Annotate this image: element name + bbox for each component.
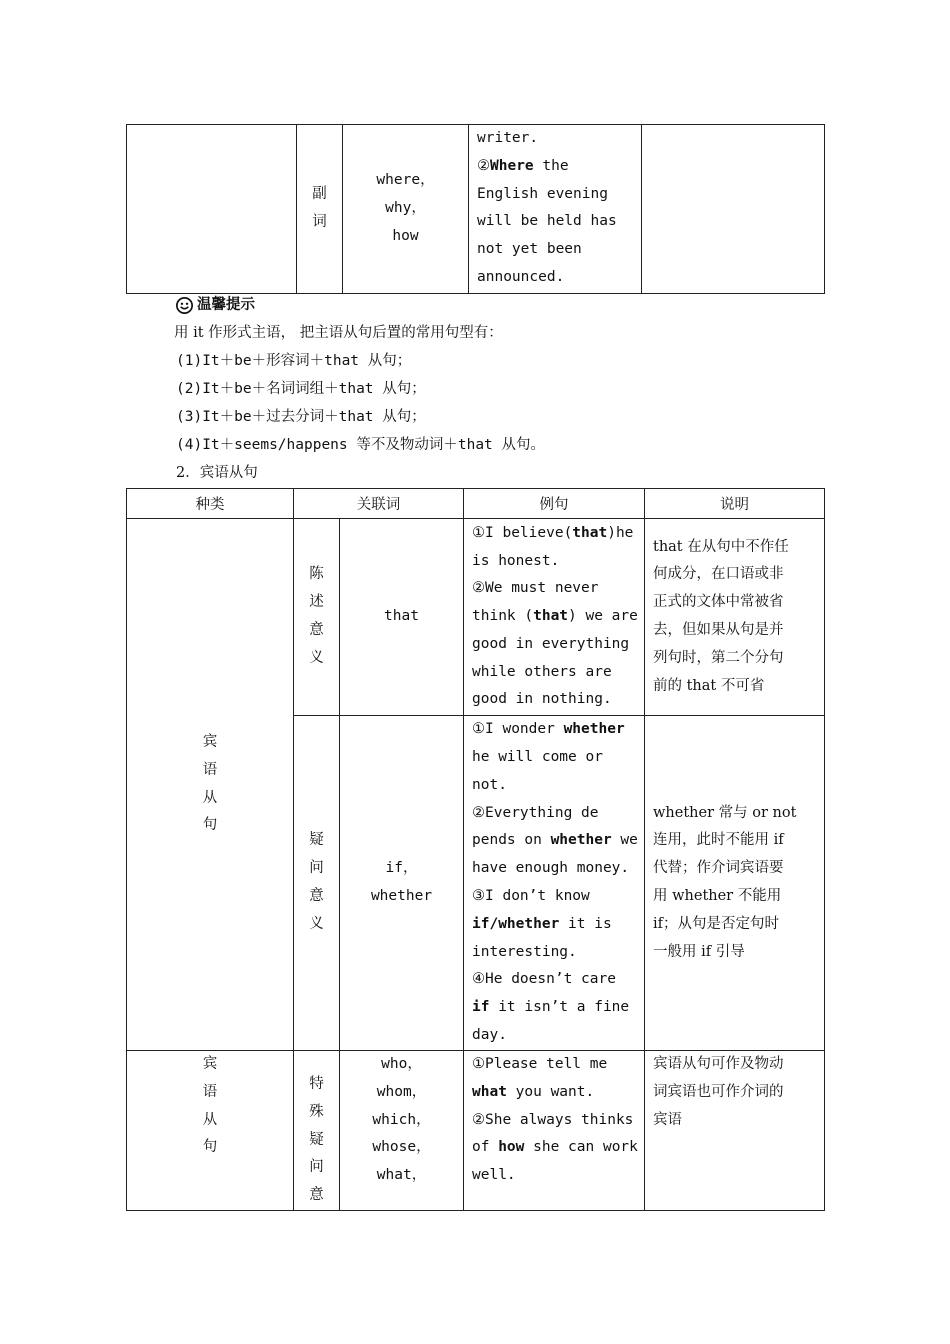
example-line [472, 966, 636, 994]
example-line [472, 1051, 636, 1079]
example-text: ①I wonder [472, 721, 564, 738]
table-row [127, 125, 825, 294]
example-line [472, 994, 636, 1022]
connective-word: how [392, 227, 419, 244]
example-cell [469, 125, 642, 294]
example-line [477, 181, 633, 209]
table-object-clause [126, 488, 825, 1211]
category-char: 疑 [309, 1131, 324, 1148]
kind-char: 句 [202, 817, 218, 834]
example-text: ①I believe( [472, 524, 573, 541]
example-text: announced. [477, 268, 565, 285]
note-cell [642, 125, 825, 294]
table-subject-clause-continued [126, 124, 825, 294]
table-row [127, 519, 825, 716]
note-line: 宾语从句可作及物动 [653, 1056, 784, 1072]
example-line [472, 827, 636, 855]
example-text: ②She always thinks [472, 1111, 634, 1128]
example-cell [464, 716, 645, 1051]
note-line: 列句时，第二个分句 [653, 649, 784, 666]
example-line [472, 800, 636, 828]
example-text: ②We must never [472, 580, 599, 597]
tip-line: 用 it 作形式主语， 把主语从句后置的常用句型有： [174, 325, 503, 341]
example-text: well. [472, 1167, 516, 1184]
example-line [477, 125, 633, 153]
keyword: whether [550, 832, 612, 849]
connective-word: whose， [372, 1139, 431, 1156]
table-header-row [127, 489, 825, 519]
note-line: 词宾语也可作介词的 [653, 1083, 784, 1100]
example-text: she can work [524, 1139, 638, 1156]
note-line: 去，但如果从句是并 [653, 622, 784, 638]
header-note: 说明 [645, 489, 825, 519]
category-char: 意 [309, 1187, 324, 1204]
connective-word: whom， [376, 1083, 427, 1100]
example-line [472, 1107, 636, 1135]
example-line [472, 575, 636, 603]
connective-word: why， [385, 200, 426, 217]
keyword: how [498, 1139, 525, 1156]
example-text: you want. [506, 1083, 595, 1100]
example-line [477, 264, 633, 292]
category-char: 义 [309, 649, 324, 666]
example-line [472, 883, 636, 911]
example-text: ② [477, 157, 490, 174]
example-line [472, 548, 636, 576]
note-cell [645, 1051, 825, 1211]
example-text: pends on [472, 832, 551, 849]
connective-cell [340, 716, 464, 1051]
example-text: while others are [472, 663, 612, 680]
category-char: 词 [312, 214, 327, 230]
category-char: 副 [312, 186, 327, 203]
kind-char: 从 [202, 789, 218, 806]
connective-word: whether [370, 888, 433, 904]
example-line [472, 659, 636, 687]
keyword: Where [490, 157, 534, 174]
header-kind: 种类 [127, 489, 294, 519]
example-text: think ( [472, 608, 534, 625]
kind-cell [127, 519, 294, 1051]
example-line [472, 1134, 636, 1162]
table-row [127, 1051, 825, 1211]
example-line [472, 855, 636, 883]
category-char: 意 [309, 888, 324, 904]
note-line: 一般用 if 引导 [653, 943, 745, 960]
header-example: 例句 [464, 489, 645, 519]
kind-cell [127, 125, 297, 294]
note-line: that 在从句中不作任 [653, 538, 789, 555]
example-text: not yet been [477, 241, 582, 258]
example-line [472, 603, 636, 631]
example-text: English evening [477, 185, 608, 202]
keyword: if [472, 999, 490, 1016]
note-cell [645, 519, 825, 716]
tip-line: (4)It＋seems/happens 等不及物动词＋that 从句。 [176, 437, 546, 453]
connective-cell [340, 519, 464, 716]
example-line [472, 744, 636, 772]
connective-word: where， [376, 172, 435, 189]
example-line [477, 208, 633, 236]
connective-cell [343, 125, 469, 294]
category-char: 问 [309, 1159, 324, 1176]
example-text: ③I don’t know [472, 888, 590, 904]
example-line [472, 911, 636, 939]
example-text: have enough money. [472, 860, 630, 877]
connective-cell [340, 1051, 464, 1211]
example-text: it isn’t a fine [489, 999, 630, 1016]
example-text: the [533, 157, 569, 174]
category-char: 问 [309, 860, 324, 877]
example-text: it is [559, 915, 612, 932]
category-cell [294, 716, 340, 1051]
tip-line: (3)It＋be＋过去分词＋that 从句； [176, 409, 426, 425]
tip-line: (2)It＋be＋名词词组＋that 从句； [176, 381, 426, 397]
category-char: 陈 [309, 566, 324, 583]
example-line [472, 631, 636, 659]
connective-word: if， [385, 860, 418, 877]
example-line [477, 153, 633, 181]
tip-title-text: 温馨提示 [197, 297, 255, 313]
example-line [472, 686, 636, 714]
connective-word: what， [376, 1167, 427, 1184]
example-text: will be held has [477, 213, 617, 230]
example-text: )he [607, 524, 634, 541]
tip-line: (1)It＋be＋形容词＋that 从句； [176, 353, 412, 369]
kind-char: 句 [202, 1139, 218, 1156]
note-line: 用 whether 不能用 [653, 888, 782, 904]
kind-char: 语 [202, 1083, 218, 1100]
note-cell [645, 716, 825, 1051]
section-heading: 2．宾语从句 [176, 465, 258, 481]
example-text: we [611, 832, 638, 849]
connective-word: which， [372, 1111, 431, 1128]
example-text: good in everything [472, 635, 630, 652]
keyword: that [533, 608, 569, 625]
keyword: whether [563, 721, 625, 738]
tip-title [176, 291, 545, 319]
note-line: 代替；作介词宾语要 [653, 860, 784, 877]
category-char: 特 [309, 1076, 324, 1092]
note-line: whether 常与 or not [653, 804, 797, 821]
note-line: 宾语 [653, 1111, 682, 1128]
example-line [472, 716, 636, 744]
category-cell [294, 1051, 340, 1211]
example-line [472, 939, 636, 967]
category-char: 义 [309, 915, 324, 932]
example-line [472, 1079, 636, 1107]
example-text: ④He doesn’t care [472, 971, 616, 988]
category-cell [294, 519, 340, 716]
kind-char: 宾 [202, 1056, 218, 1072]
category-char: 意 [309, 622, 324, 638]
note-line: 正式的文体中常被省 [653, 594, 784, 611]
tip-block [176, 291, 545, 487]
category-cell [297, 125, 343, 294]
example-text: interesting. [472, 943, 577, 960]
category-char: 殊 [309, 1103, 324, 1120]
example-text: day. [472, 1026, 507, 1043]
connective-word: who， [381, 1056, 422, 1072]
kind-cell [127, 1051, 294, 1211]
example-line [477, 236, 633, 264]
example-text: of [472, 1139, 499, 1156]
header-connective: 关联词 [294, 489, 464, 519]
example-line [472, 520, 636, 548]
keyword: if/whether [472, 915, 560, 932]
example-text: good in nothing. [472, 691, 612, 708]
example-text: he will come or [472, 749, 603, 766]
kind-char: 宾 [202, 733, 218, 750]
note-line: 连用，此时不能用 if [653, 832, 784, 849]
example-text: ) we are [568, 608, 638, 625]
example-line [472, 772, 636, 800]
example-line [472, 1022, 636, 1050]
example-cell [464, 1051, 645, 1211]
kind-char: 从 [202, 1111, 218, 1128]
connective-word: that [384, 608, 419, 625]
example-text: ②Everything de [472, 804, 599, 821]
example-text: not. [472, 776, 507, 793]
note-line: 前的 that 不可省 [653, 677, 765, 694]
kind-char: 语 [202, 761, 218, 778]
example-text: ①Please tell me [472, 1056, 608, 1072]
example-text: is honest. [472, 552, 560, 569]
example-cell [464, 519, 645, 716]
category-char: 述 [309, 594, 324, 611]
keyword: what [472, 1083, 507, 1100]
note-line: 何成分，在口语或非 [653, 566, 784, 583]
keyword: that [572, 524, 608, 541]
category-char: 疑 [309, 832, 324, 849]
example-text: writer. [477, 130, 539, 146]
smiley-icon [176, 297, 193, 314]
example-line [472, 1162, 636, 1190]
note-line: if；从句是否定句时 [653, 915, 780, 932]
